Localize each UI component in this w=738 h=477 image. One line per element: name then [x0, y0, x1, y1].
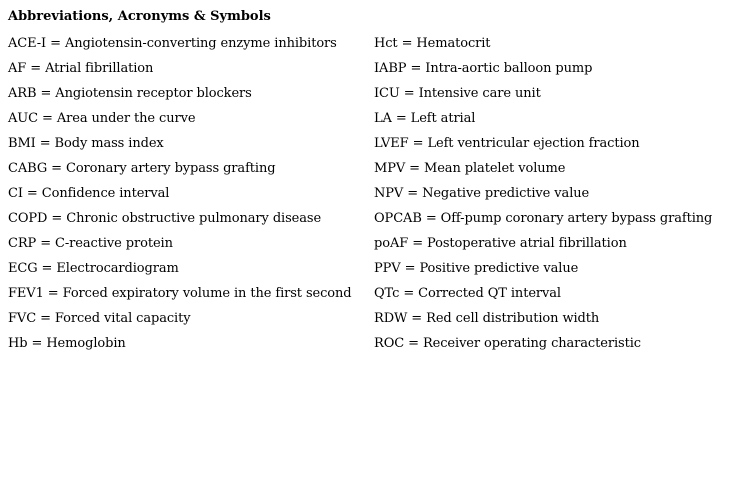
abbreviation-entry: OPCAB = Off-pump coronary artery bypass grafting — [374, 211, 713, 226]
abbreviation-entry: ECG = Electrocardiogram — [8, 261, 179, 276]
abbreviation-entry: LA = Left atrial — [374, 111, 476, 126]
abbreviation-entry: NPV = Negative predictive value — [374, 186, 590, 201]
abbreviation-entry: MPV = Mean platelet volume — [374, 161, 566, 176]
abbreviation-entry: Hb = Hemoglobin — [8, 336, 126, 351]
abbreviation-entry: QTc = Corrected QT interval — [374, 286, 561, 301]
abbreviation-entry: CI = Confidence interval — [8, 186, 170, 201]
abbreviation-entry: FVC = Forced vital capacity — [8, 311, 191, 326]
abbreviation-entry: AF = Atrial fibrillation — [8, 61, 154, 76]
abbreviation-entry: RDW = Red cell distribution width — [374, 311, 600, 326]
abbreviation-entry: COPD = Chronic obstructive pulmonary disease — [8, 211, 322, 226]
abbreviation-entry: CABG = Coronary artery bypass grafting — [8, 161, 276, 176]
abbreviation-entry: ICU = Intensive care unit — [374, 86, 541, 101]
abbreviation-entry: CRP = C-reactive protein — [8, 236, 173, 251]
abbreviation-entry: ACE-I = Angiotensin-converting enzyme inhibitors — [8, 36, 337, 51]
abbreviation-entry: LVEF = Left ventricular ejection fraction — [374, 136, 640, 151]
abbreviation-entry: ARB = Angiotensin receptor blockers — [8, 86, 252, 101]
abbreviation-entry: AUC = Area under the curve — [8, 111, 196, 126]
abbreviations-left-column — [8, 31, 366, 356]
abbreviation-entry: IABP = Intra-aortic balloon pump — [374, 61, 593, 76]
abbreviation-entry: BMI = Body mass index — [8, 136, 164, 151]
abbreviation-entry: poAF = Postoperative atrial fibrillation — [374, 236, 627, 251]
abbreviation-entry: PPV = Positive predictive value — [374, 261, 579, 276]
abbreviation-entry: Hct = Hematocrit — [374, 36, 491, 51]
abbreviation-entry: FEV1 = Forced expiratory volume in the first second — [8, 286, 352, 301]
abbreviation-entry: ROC = Receiver operating characteristic — [374, 336, 641, 351]
section-heading: Abbreviations, Acronyms & Symbols — [8, 9, 271, 24]
abbreviations-right-column — [374, 31, 734, 356]
